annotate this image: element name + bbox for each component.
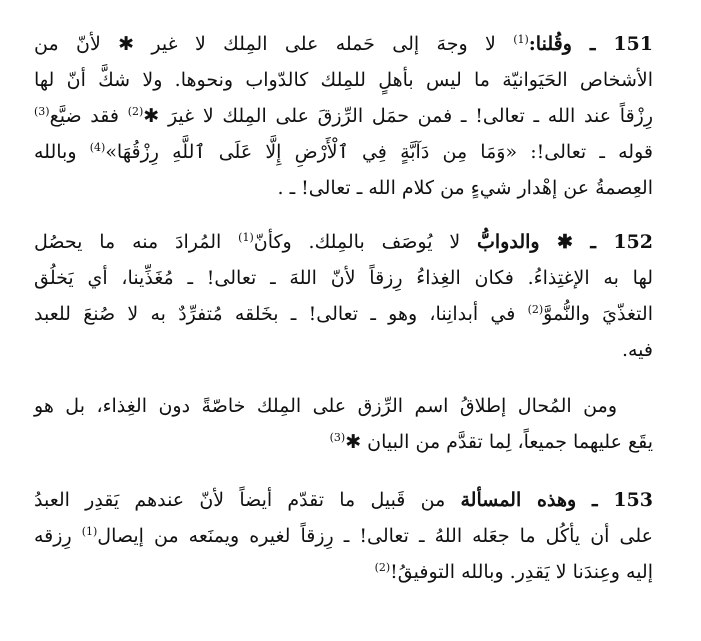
text-line: العِصمةُ عن إهْدار شيءٍ من كلام الله ـ تعالى! ـ . — [277, 177, 653, 199]
paragraph-continuation — [34, 388, 653, 460]
text-line: يقَع عليهما جميعاً، لِما تقدَّم من البيان ✱$^{(3)}$ — [329, 431, 653, 453]
footnote-marker: (1) — [81, 525, 98, 538]
footnote-marker: (2) — [127, 105, 144, 118]
paragraph-152 — [34, 224, 653, 368]
footnote-marker: (1) — [513, 33, 529, 46]
footnote-marker: (3) — [34, 105, 50, 118]
text-line: 151 ـ وقُلنا:$^{(1)}$ لا وجهَ إلى حَمله على المِلك لا غير ✱ لأنّ من — [34, 33, 653, 55]
text-line: الأشخاص الحَيَوانيّة ما ليس بأهلٍ للمِلك كالدّواب ونحوها. ولا شكَّ أنّ لها — [34, 69, 653, 91]
text-line: على أن يأكُل ما جعَله اللهُ ـ تعالى! ـ رِزقاً لغيره ويمنَعه من إيصال$^{(1)}$ رِزقه — [34, 525, 653, 547]
footnote-marker: (1) — [238, 231, 254, 244]
footnote-marker: (2) — [374, 561, 391, 574]
paragraph-153 — [34, 482, 653, 590]
text-line: التغذّيَ والنُّموَّ$^{(2)}$ في أبدانِنا، وهو ـ تعالى! ـ بخَلقه مُتفرِّدٌ به لا صُنعَ للعبد — [34, 303, 653, 325]
text-line: فيه. — [621, 339, 653, 361]
text-line: رِزْقاً عند الله ـ تعالى! ـ فمن حمَل الرِّزقَ على المِلك لا غيرَ ✱$^{(2)}$ فقد ضيَّع$^{(3)}$ — [34, 105, 653, 127]
quran-quote: قوله ـ تعالى!: «وَمَا مِن دَآبَّةٍ فِي ٱلْأَرْضِ إِلَّا عَلَى ٱللَّهِ رِزْقُهَا» — [105, 141, 653, 163]
text-line: إليه وعِندَنا لا يَقدِر. وبالله التوفيقُ!$^{(2)}$ — [374, 561, 653, 583]
paragraph-lead: 152 ـ ✱ والدوابُّ — [477, 231, 653, 253]
footnote-marker: (2) — [527, 303, 544, 316]
footnote-marker: (4) — [89, 141, 106, 154]
paragraph-lead: 151 ـ وقُلنا: — [528, 33, 653, 55]
footnote-marker: (3) — [329, 431, 346, 444]
text-line: لها به الإغتِذاءُ. فكان الغِذاءُ رِزقاً لأنّ اللهَ ـ تعالى! ـ مُغَذِّينا، أي يَخلُق — [34, 267, 653, 289]
paragraph-151 — [34, 26, 653, 206]
text-line: ومن المُحال إطلاقُ اسم الرِّزق على المِلك خاصّةً دون الغِذاء، بل هو — [34, 395, 617, 417]
text-line: قوله ـ تعالى!: «وَمَا مِن دَآبَّةٍ فِي ٱلْأَرْضِ إِلَّا عَلَى ٱللَّهِ رِزْقُهَا»$^{(4)}$ وبالله — [34, 141, 653, 163]
text-line: 153 ـ وهذه المسألة من قَبيل ما تقدّم أيضاً لأنّ عندهم يَقدِر العبدُ — [34, 489, 653, 511]
text-line: 152 ـ ✱ والدوابُّ لا يُوصَف بالمِلك. وكأنّ$^{(1)}$ المُرادَ منه ما يحصُل — [34, 231, 653, 253]
paragraph-lead: 153 ـ وهذه المسألة — [460, 489, 653, 511]
